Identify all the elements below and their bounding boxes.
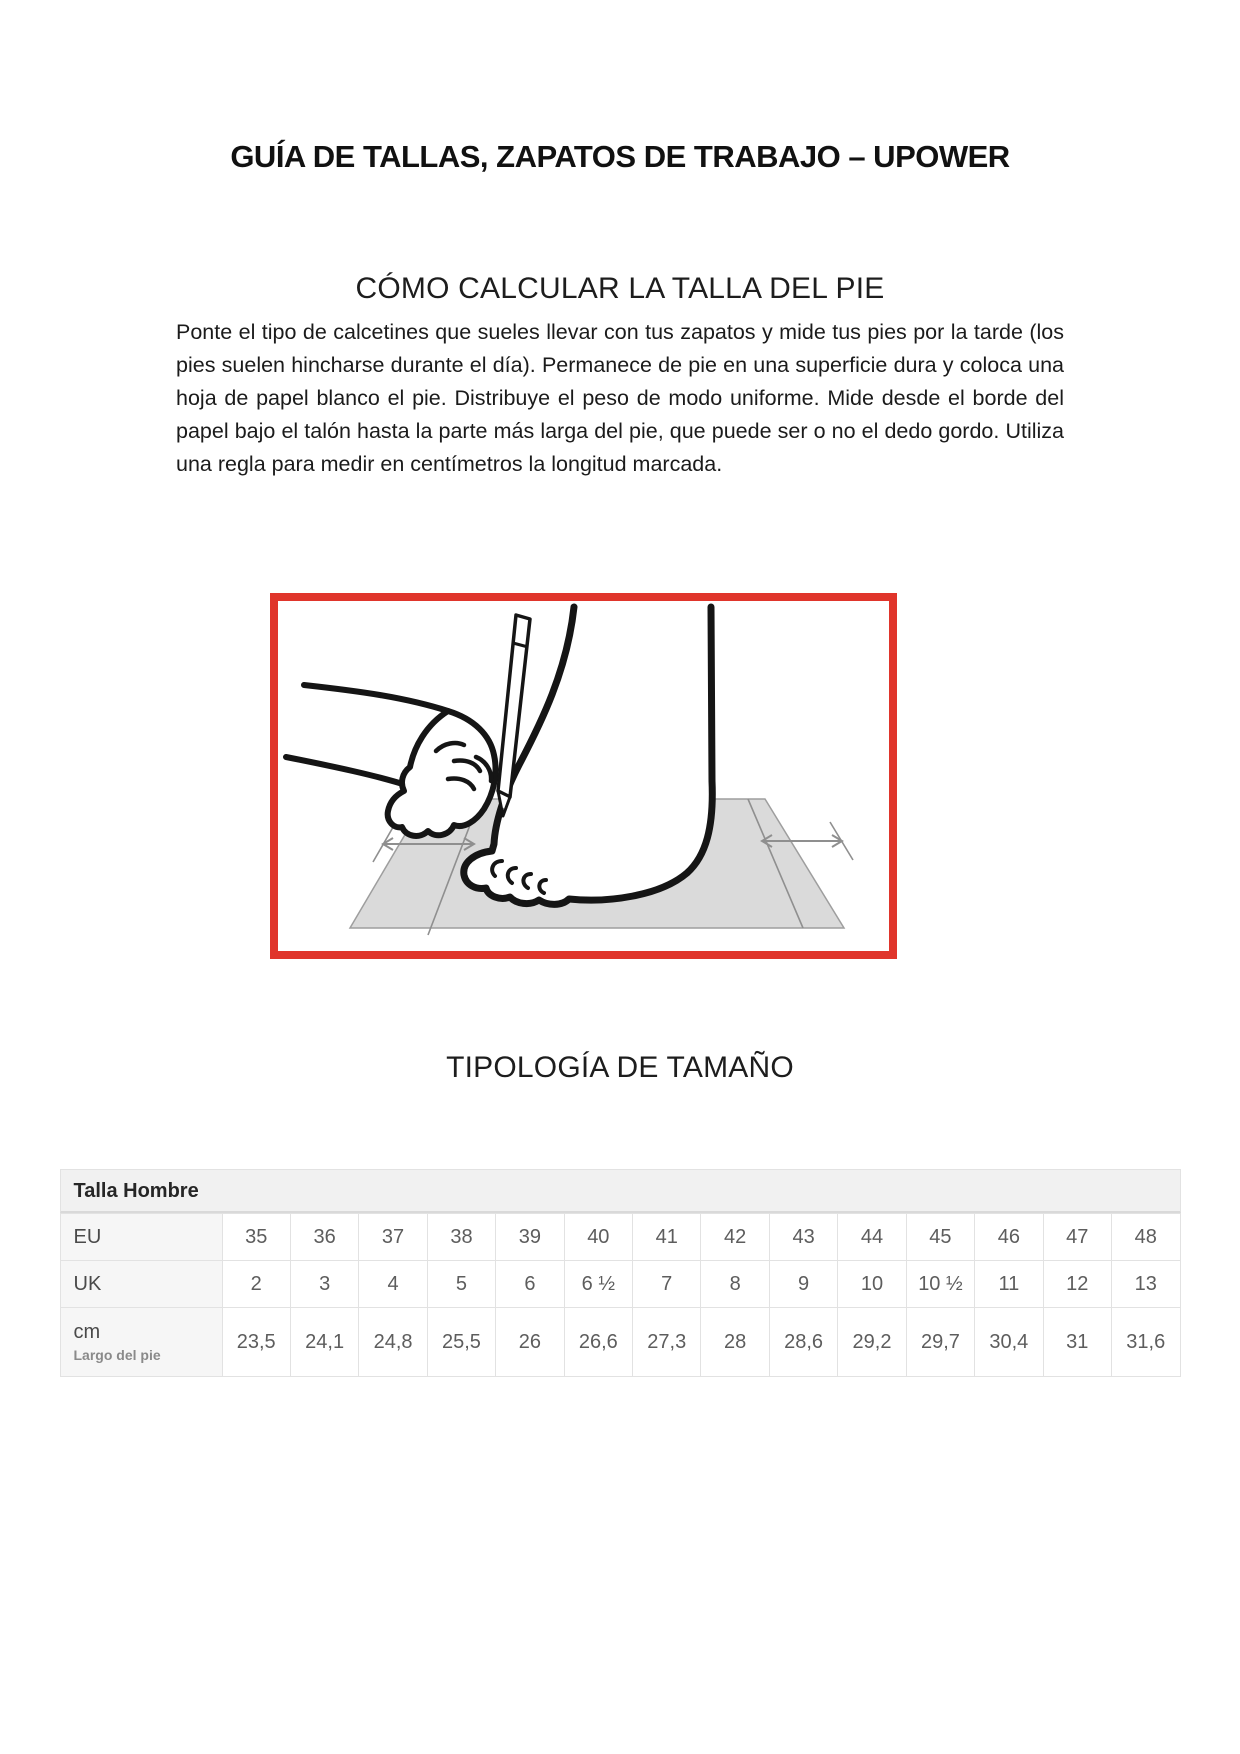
size-value-cell: 10 bbox=[838, 1261, 906, 1308]
size-value-cell: 26 bbox=[496, 1308, 564, 1377]
foot-measurement-illustration bbox=[270, 593, 897, 959]
arm-bottom-line bbox=[286, 757, 406, 785]
size-value-cell: 11 bbox=[975, 1261, 1043, 1308]
row-label-cell bbox=[60, 1261, 222, 1308]
size-value-cell: 40 bbox=[564, 1214, 632, 1261]
size-value-cell: 10 ½ bbox=[906, 1261, 974, 1308]
foot-measurement-drawing bbox=[278, 601, 889, 951]
size-value-cell: 47 bbox=[1043, 1214, 1111, 1261]
size-value-cell: 2 bbox=[222, 1261, 290, 1308]
size-table-title: Talla Hombre bbox=[60, 1169, 1181, 1213]
row-label: UK bbox=[73, 1272, 102, 1295]
size-value-cell: 3 bbox=[290, 1261, 358, 1308]
size-value-cell: 13 bbox=[1111, 1261, 1180, 1308]
size-value-cell: 30,4 bbox=[975, 1308, 1043, 1377]
size-value-cell: 29,7 bbox=[906, 1308, 974, 1377]
size-value-cell: 31 bbox=[1043, 1308, 1111, 1377]
size-value-cell: 8 bbox=[701, 1261, 769, 1308]
size-value-cell: 38 bbox=[427, 1214, 495, 1261]
row-label: EU bbox=[73, 1225, 102, 1248]
size-value-cell: 4 bbox=[359, 1261, 427, 1308]
size-value-cell: 23,5 bbox=[222, 1308, 290, 1377]
size-value-cell: 46 bbox=[975, 1214, 1043, 1261]
table-row bbox=[60, 1261, 1180, 1308]
size-value-cell: 12 bbox=[1043, 1261, 1111, 1308]
size-value-cell: 37 bbox=[359, 1214, 427, 1261]
size-value-cell: 39 bbox=[496, 1214, 564, 1261]
size-value-cell: 27,3 bbox=[633, 1308, 701, 1377]
size-value-cell: 25,5 bbox=[427, 1308, 495, 1377]
size-value-cell: 44 bbox=[838, 1214, 906, 1261]
size-value-cell: 43 bbox=[769, 1214, 837, 1261]
size-value-cell: 26,6 bbox=[564, 1308, 632, 1377]
size-table bbox=[60, 1213, 1181, 1377]
table-row bbox=[60, 1214, 1180, 1261]
size-value-cell: 6 bbox=[496, 1261, 564, 1308]
row-sublabel: Largo del pie bbox=[73, 1347, 161, 1363]
size-value-cell: 42 bbox=[701, 1214, 769, 1261]
size-value-cell: 28,6 bbox=[769, 1308, 837, 1377]
pencil-lead bbox=[502, 808, 503, 816]
size-guide-page bbox=[0, 140, 1240, 1754]
size-value-cell: 24,8 bbox=[359, 1308, 427, 1377]
hand-outline bbox=[388, 711, 496, 836]
size-section-heading: TIPOLOGÍA DE TAMAÑO bbox=[446, 1051, 794, 1084]
size-value-cell: 6 ½ bbox=[564, 1261, 632, 1308]
page-title: GUÍA DE TALLAS, ZAPATOS DE TRABAJO – UPOWER bbox=[230, 139, 1010, 174]
size-value-cell: 28 bbox=[701, 1308, 769, 1377]
how-to-heading: CÓMO CALCULAR LA TALLA DEL PIE bbox=[355, 272, 885, 305]
size-value-cell: 35 bbox=[222, 1214, 290, 1261]
arm-top-line bbox=[304, 685, 448, 711]
row-label: cm bbox=[73, 1321, 101, 1343]
size-value-cell: 41 bbox=[633, 1214, 701, 1261]
size-value-cell: 5 bbox=[427, 1261, 495, 1308]
size-value-cell: 31,6 bbox=[1111, 1308, 1180, 1377]
size-table-container bbox=[60, 1169, 1181, 1377]
size-value-cell: 48 bbox=[1111, 1214, 1180, 1261]
how-to-paragraph: Ponte el tipo de calcetines que sueles llevar con tus zapatos y mide tus pies por la tarde (los pies suelen hincharse durante el día). Permanece de pie en una superficie dura y coloca una hoja de papel blanco el pie. Distribuye el peso de modo uniforme. Mide desde el borde del papel bajo el talón hasta la parte más larga del pie, que puede ser o no el dedo gordo. Utiliza una regla para medir en centímetros la longitud marcada. bbox=[176, 320, 1064, 476]
size-value-cell: 45 bbox=[906, 1214, 974, 1261]
row-label-cell bbox=[60, 1214, 222, 1261]
size-value-cell: 36 bbox=[290, 1214, 358, 1261]
size-value-cell: 7 bbox=[633, 1261, 701, 1308]
size-value-cell: 29,2 bbox=[838, 1308, 906, 1377]
size-value-cell: 9 bbox=[769, 1261, 837, 1308]
size-table-body bbox=[60, 1214, 1180, 1377]
size-value-cell: 24,1 bbox=[290, 1308, 358, 1377]
table-row bbox=[60, 1308, 1180, 1377]
row-label-cell bbox=[60, 1308, 222, 1377]
